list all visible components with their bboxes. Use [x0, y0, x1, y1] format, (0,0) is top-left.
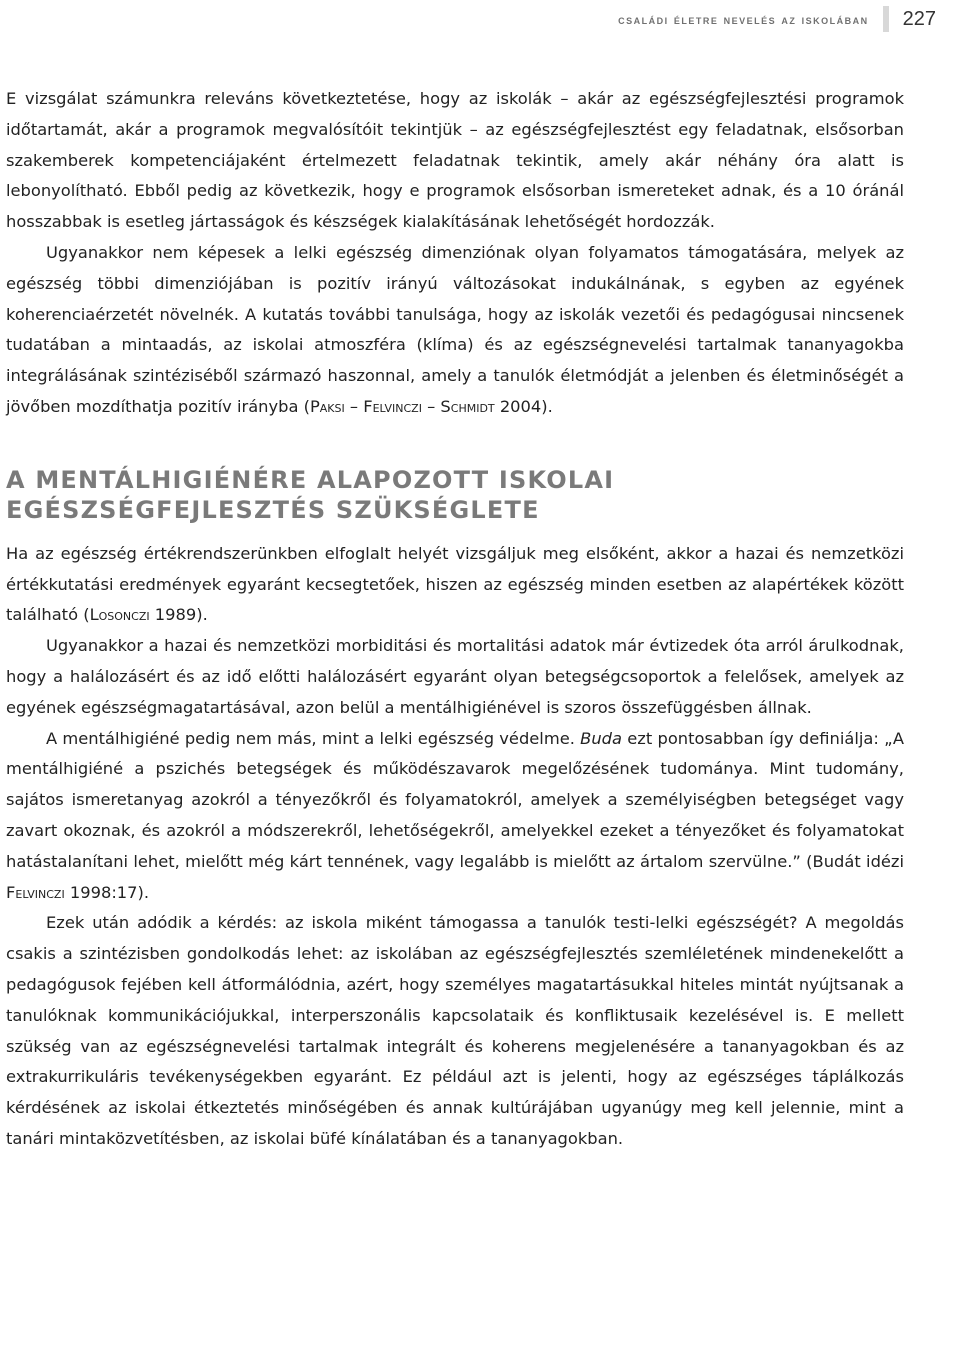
paragraph	[6, 631, 904, 723]
paragraph-text: 1989).	[149, 605, 208, 625]
paragraph-text: ezt pontosabban így definiálja: „A mentálhigiéné a pszichés betegségek és működészavarok megelőzésének tudománya. Mint tudomány, sajátos ismeretanyag azokról a tényezőkről és folyamatokról, amelyek a személyiségben betegséget vagy zavart okoznak, és azokról a módszerekről, lehetőségekről, amelyekkel ezeket a tényezőket és folyamatokat hatástalanítani lehet, mielőtt még kárt tennének, vagy legalább is mielőtt az ártalom szervülne.” (Budát idézi	[6, 728, 905, 871]
running-header	[618, 6, 936, 32]
citation-authors: Felvinczi	[6, 882, 65, 902]
paragraph	[6, 84, 904, 238]
paragraph	[6, 539, 904, 631]
paragraph-text: E vizsgálat számunkra releváns következtetése, hogy az iskolák – akár az egészségfejlesztési programok időtartamát, akár a programok megvalósítóit tekintjük – az egészségfejlesztést egy feladatnak, elsősorban szakemberek kompetenciájaként értelmezett feladatnak tekintik, amely akár néhány óra alatt is lebonyolítható. Ebből pedig az következik, hogy e programok elsősorban ismereteket adnak, és a 10 óránál hosszabbak is esetleg jártasságok és készségek kialakításának lehetőségét hordozzák.	[6, 89, 904, 232]
section-heading-line: EGÉSZSÉGFEJLESZTÉS SZÜKSÉGLETE	[6, 495, 540, 524]
citation-authors: Losonczi	[89, 605, 150, 625]
paragraph-text: Ezek után adódik a kérdés: az iskola miként támogassa a tanulók testi-lelki egészségét? A megoldás csakis a szintézisben gondolkodás lehet: az iskolában az egészségfejlesztés szemléletének mindenekelőtt a pedagógusok fejében kell átformálódnia, azért, hogy személyes magatartásukkal hiteles mintát nyújtsanak a tanulóknak kommunikációjukkal, interperszonális kapcsolataik és konfliktusaik kezelésével is. E mellett szükség van az egészségnevelési tartalmak integrált és koherens megjelenésére a tananyagokban és az extrakurrikuláris tevékenységekben egyaránt. Ez például azt is jelenti, hogy az egészséges táplálkozás kérdésének az iskolai étkeztetés minőségében és annak kultúrájában ugyanúgy meg kell jelennie, mint a tanári mintaközvetítésben, az iskolai büfé kínálatában és a tananyagokban.	[6, 913, 904, 1148]
citation-authors: Paksi – Felvinczi – Schmidt	[309, 396, 495, 416]
header-divider	[883, 6, 889, 32]
paragraph-text: Ha az egészség értékrendszerünkben elfoglalt helyét vizsgáljuk meg elsőként, akkor a hazai és nemzetközi értékkutatási eredmények egyaránt kecsegtetőek, hiszen az egészség minden esetben az alapértékek között található (	[6, 543, 904, 625]
running-title: családi életre nevelés az iskolában	[618, 11, 869, 27]
body-text	[6, 84, 904, 1155]
paragraph-text: 2004).	[494, 396, 553, 416]
paragraph-text: 1998:17).	[64, 882, 150, 902]
section-heading	[6, 465, 904, 525]
paragraph-text: Ugyanakkor a hazai és nemzetközi morbiditási és mortalitási adatok már évtizedek óta arról árulkodnak, hogy a halálozásért és az idő előtti halálozásért egyaránt olyan betegségcsoportok a felelősek, amelyek az egyének egészségmagatartásával, azon belül a mentálhigiénével is szoros összefüggésben állnak.	[6, 636, 904, 717]
paragraph-text: Ugyanakkor nem képesek a lelki egészség dimenziónak olyan folyamatos támogatására, melyek az egészség többi dimenziójában is pozitív irányú változásokat indukálnának, s egyben az egyének koherenciaérzetét növelnék. A kutatás további tanulsága, hogy az iskolák vezetői és pedagógusai nincsenek tudatában a mintaadás, az iskolai atmoszféra (klíma) és az egészségnevelési tartalmak tananyagokba integrálásának szintéziséből származó haszonnal, amely a tanulók életmódját a jelenben és életminőségét a jövőben mozdíthatja pozitív irányba (	[6, 242, 904, 416]
paragraph	[6, 724, 904, 909]
paragraph	[6, 238, 904, 423]
author-name-italic: Buda	[580, 728, 622, 748]
paragraph	[6, 908, 904, 1154]
paragraph-text: A mentálhigiéné pedig nem más, mint a lelki egészség védelme.	[46, 728, 581, 748]
section-heading-line: A MENTÁLHIGIÉNÉRE ALAPOZOTT ISKOLAI	[6, 465, 615, 494]
page-number: 227	[902, 7, 936, 30]
